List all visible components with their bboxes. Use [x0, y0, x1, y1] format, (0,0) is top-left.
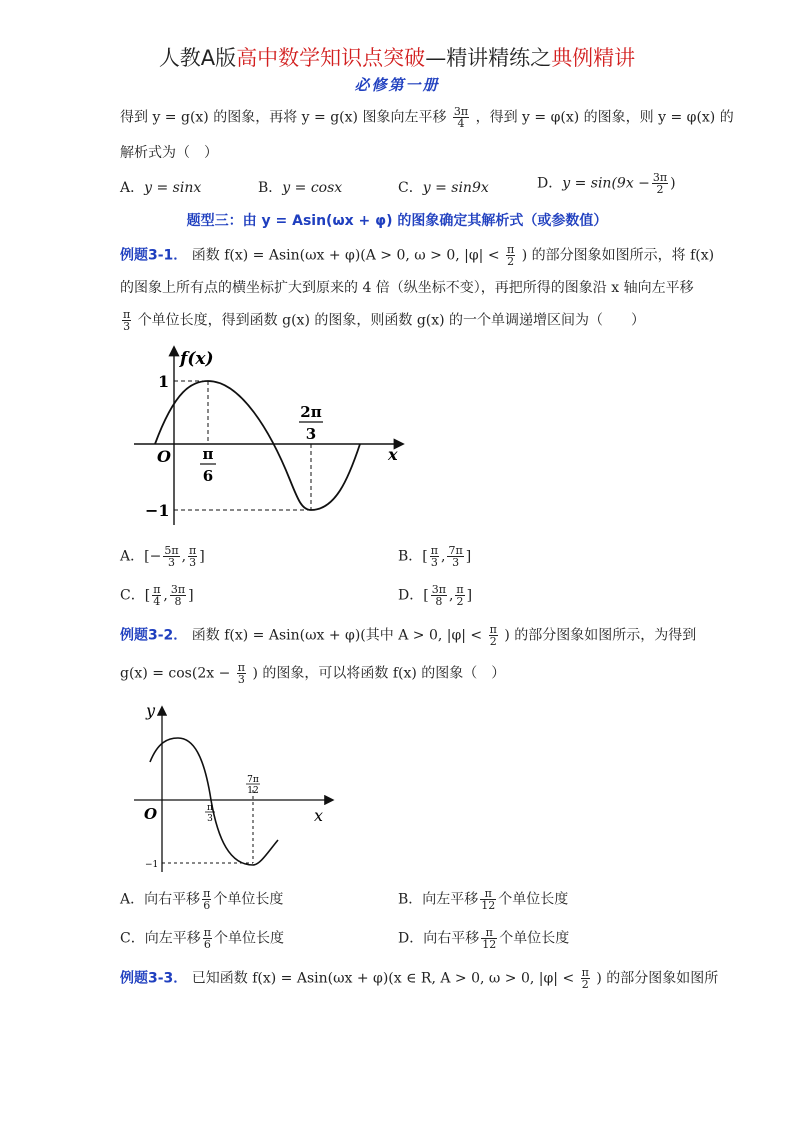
- option-post: 个单位长度: [499, 930, 570, 947]
- prev-option-a[interactable]: [120, 177, 201, 197]
- ex1-text-a: 函数 f(x) = Asin(ωx + φ)(A > 0, ω > 0, |φ| <: [191, 247, 500, 264]
- ex2-text-c: g(x) = cos(2x −: [120, 665, 231, 682]
- title-prefix: 人教A版: [158, 46, 237, 70]
- option-frac-b: [455, 584, 464, 607]
- option-post: 个单位长度: [498, 891, 569, 908]
- option-label: B．: [398, 891, 423, 908]
- frac-den: 2: [581, 978, 589, 991]
- option-text: y = cosx: [282, 180, 343, 196]
- frac-num: π: [203, 887, 211, 900]
- option-pre: 向左平移: [144, 930, 201, 947]
- frac-den: 6: [203, 899, 211, 912]
- frac-num: 5π: [164, 544, 179, 557]
- option-fraction: [480, 888, 496, 911]
- option-frac-a: [152, 584, 161, 607]
- option-label: C．: [120, 587, 145, 604]
- ex3-line-1: [120, 967, 718, 990]
- ex3-text-b: ) 的部分图象如图所: [596, 970, 719, 987]
- frac-den: 2: [489, 635, 497, 648]
- frac-den: 4: [457, 117, 465, 130]
- frac-num: π: [153, 583, 161, 596]
- tick-2pi-3-den: 3: [305, 425, 317, 443]
- frac-num: π: [123, 308, 131, 321]
- phi-fraction: [581, 967, 590, 990]
- title-highlight-2: 典例精讲: [551, 46, 636, 70]
- frac-num: π: [430, 544, 438, 557]
- section-title: 题型三：由 y = Asin(ωx + φ) 的图象确定其解析式（或参数值）: [186, 213, 608, 229]
- ex2-text-d: ) 的图象，可以将函数 f(x) 的图象（ ）: [252, 665, 506, 682]
- ex1-line-3: [120, 309, 645, 332]
- frac-den: 8: [435, 595, 443, 608]
- frac-den: 3: [452, 556, 460, 569]
- option-label: A．: [120, 548, 145, 565]
- option-label: B．: [398, 548, 423, 565]
- option-fraction: [481, 927, 497, 950]
- option-text: y = sinx: [144, 180, 202, 196]
- ex2-option-b[interactable]: [398, 888, 568, 911]
- option-label: A．: [120, 891, 145, 908]
- prev-option-b[interactable]: [258, 177, 342, 197]
- frac-num: π: [237, 661, 245, 674]
- ex2-line-1: [120, 624, 696, 647]
- frac-den: 3: [123, 320, 131, 333]
- ex1-label: 例题3-1．: [120, 247, 188, 264]
- option-frac-a: [430, 545, 439, 568]
- ex1-text-b: ) 的部分图象如图所示，将 f(x): [521, 247, 715, 264]
- option-fraction: [203, 927, 212, 950]
- prev-question-line-1: [120, 106, 734, 129]
- sine-curve: [155, 381, 360, 510]
- tick-pi-3-num: π: [207, 803, 213, 813]
- option-frac-b: [447, 545, 463, 568]
- phi-fraction: [506, 244, 515, 267]
- option-pre: 向左平移: [422, 891, 479, 908]
- option-post: 个单位长度: [213, 891, 284, 908]
- ex1-option-a[interactable]: A．[− $\frac{5\pi}{3}$ , $\frac{\pi}{3}$ ]: [120, 544, 205, 569]
- frac-num: 3π: [431, 583, 446, 596]
- frac-num: π: [480, 888, 496, 900]
- phi-fraction: [489, 624, 498, 647]
- ex1-option-d[interactable]: D．[ $\frac{3\pi}{8}$ , $\frac{\pi}{2}$ ]: [398, 583, 473, 608]
- origin-label: O: [144, 805, 158, 823]
- sine-curve: [150, 738, 278, 865]
- g-fraction: [237, 662, 246, 685]
- frac-den: 6: [203, 938, 211, 951]
- option-label: C．: [398, 180, 423, 196]
- tick-2pi-3-num: 2π: [300, 403, 322, 421]
- page-subtitle: 必修第一册: [354, 76, 440, 94]
- ex2-sine-graph: [128, 700, 343, 875]
- frac-num: π: [581, 966, 589, 979]
- tick-pi-6-den: 6: [202, 467, 214, 485]
- prev-text-b: ，得到 y = φ(x) 的图象，则 y = φ(x) 的: [475, 109, 734, 126]
- y-max-label: 1: [158, 372, 170, 391]
- frac-den: 3: [167, 556, 175, 569]
- ex1-option-c[interactable]: C．[ $\frac{\pi}{4}$ , $\frac{3\pi}{8}$ ]: [120, 583, 194, 608]
- tick-pi-3-den: 3: [207, 814, 213, 824]
- title-highlight-1: 高中数学知识点突破: [236, 46, 426, 70]
- title-middle: —精讲精练之: [425, 46, 552, 70]
- frac-den: 4: [153, 595, 161, 608]
- prev-question-line-2: 解析式为（ ）: [120, 145, 218, 161]
- ex1-text-c: 个单位长度，得到函数 g(x) 的图象，则函数 g(x) 的一个单调递增区间为（ ）: [137, 312, 646, 329]
- option-frac-a: [163, 545, 179, 568]
- ex1-line-2: 的图象上所有点的横坐标扩大到原来的 4 倍（纵坐标不变），再把所得的图象沿 x 轴向左平移: [120, 280, 694, 296]
- ex2-option-a[interactable]: [120, 888, 283, 911]
- frac-num: 3π: [170, 583, 186, 596]
- frac-num: π: [456, 583, 464, 596]
- option-pre: 向右平移: [423, 930, 480, 947]
- frac-den: 8: [174, 595, 182, 608]
- ex1-sine-graph: [130, 340, 410, 530]
- frac-num: π: [507, 243, 515, 256]
- shift-fraction: [453, 106, 469, 129]
- frac-num: 3π: [453, 105, 469, 118]
- frac-den: 3: [430, 556, 438, 569]
- option-frac-b: [170, 584, 186, 607]
- y-min-label: −1: [145, 501, 170, 520]
- x-axis-label: x: [314, 806, 324, 825]
- ex3-text-a: 已知函数 f(x) = Asin(ωx + φ)(x ∈ R, A > 0, ω > 0, |φ| <: [191, 970, 575, 987]
- option-label: C．: [120, 930, 145, 947]
- ex2-label: 例题3-2．: [120, 627, 188, 644]
- y-axis-label: f(x): [180, 349, 214, 369]
- frac-den: 3: [189, 556, 197, 569]
- ex2-option-d[interactable]: [398, 927, 569, 950]
- frac-den: 2: [656, 183, 664, 196]
- shift-fraction: [122, 309, 131, 332]
- option-text: y = sin9x: [422, 180, 489, 196]
- frac-num: 7π: [448, 544, 463, 557]
- prev-option-c[interactable]: [398, 177, 489, 197]
- page-title: [0, 42, 794, 72]
- frac-num: π: [189, 544, 197, 557]
- option-text: y = sin(9x −: [562, 175, 650, 192]
- option-sign: −: [149, 548, 162, 565]
- frac-den: 12: [482, 938, 497, 951]
- option-text-end: ): [670, 175, 676, 192]
- option-label: D．: [398, 930, 424, 947]
- ex2-line-2: [120, 662, 505, 685]
- frac-num: π: [489, 623, 497, 636]
- prev-text-a: 得到 y = g(x) 的图象，再将 y = g(x) 图象向左平移: [120, 109, 447, 126]
- ex2-option-c[interactable]: [120, 927, 284, 950]
- ex1-option-b[interactable]: B．[ $\frac{\pi}{3}$ , $\frac{7\pi}{3}$ ]: [398, 544, 472, 569]
- frac-den: 2: [507, 255, 515, 268]
- ex2-text-a: 函数 f(x) = Asin(ωx + φ)(其中 A > 0, |φ| <: [191, 627, 483, 644]
- option-post: 个单位长度: [213, 930, 284, 947]
- tick-pi-6-num: π: [202, 445, 214, 463]
- tick-7pi-12-den: 12: [247, 786, 259, 796]
- frac-den: 3: [237, 673, 245, 686]
- prev-option-d[interactable]: [537, 172, 676, 195]
- y-min-label: −1: [145, 860, 159, 870]
- frac-num: 3π: [652, 171, 668, 184]
- option-fraction: [202, 888, 211, 911]
- option-frac-b: [188, 545, 197, 568]
- option-label: B．: [258, 180, 283, 196]
- ex3-label: 例题3-3．: [120, 970, 188, 987]
- frac-den: 2: [456, 595, 464, 608]
- option-label: D．: [398, 587, 424, 604]
- frac-den: 12: [481, 899, 496, 912]
- option-pre: 向右平移: [144, 891, 201, 908]
- x-axis-label: x: [388, 445, 398, 464]
- option-frac-a: [431, 584, 447, 607]
- frac-num: π: [203, 926, 211, 939]
- frac-num: π: [481, 927, 497, 939]
- option-label: D．: [537, 175, 563, 192]
- option-fraction: [652, 172, 668, 195]
- ex2-text-b: ) 的部分图象如图所示，为得到: [504, 627, 697, 644]
- ex1-line-1: [120, 244, 714, 267]
- origin-label: O: [157, 447, 171, 466]
- tick-7pi-12-num: 7π: [247, 775, 259, 785]
- option-label: A．: [120, 180, 145, 196]
- y-axis-label: y: [146, 701, 156, 720]
